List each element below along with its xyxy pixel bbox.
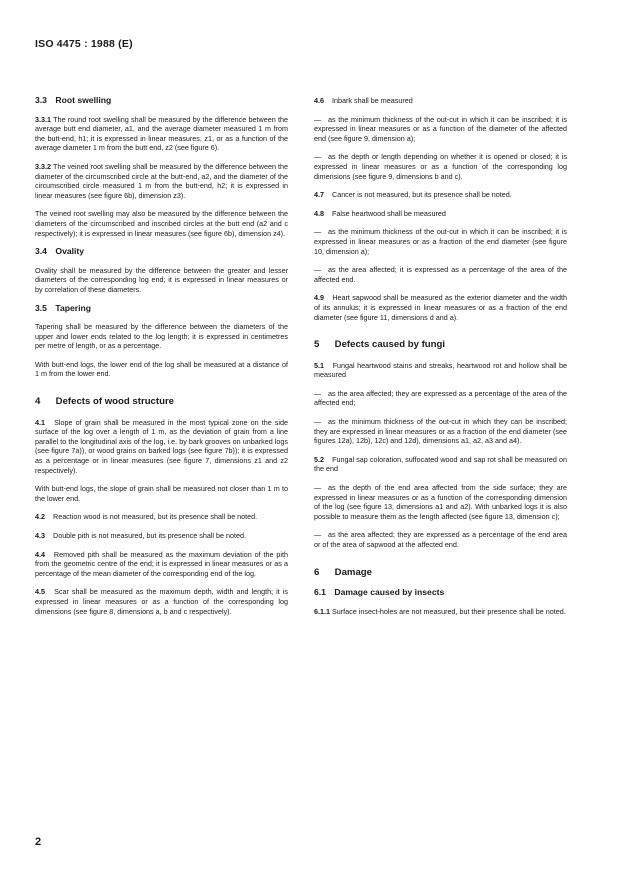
clause-4-1: 4.1 Slope of grain shall be measured in the most typical zone on the side surface of the log over a length of 1 m, as the deviation of grain from a line parallel to the longitudinal axis of the log, i.e. by bark grooves on unbarked logs (see figure 7a)), or wood grains on barked logs (see figure 7b)); it is expressed as a percentage or in linear measures (see figure 7, dimensions z1 and z2 respectively). — [35, 417, 288, 475]
section-3-3-heading: 3.3 Root swelling — [35, 95, 112, 105]
paragraph-ovality: Ovality shall be measured by the difference between the greater and lesser diameters of the corresponding log end; it is expressed in linear measures or by correlation of these diameters. — [35, 265, 288, 294]
clause-5-1-dash-2: — as the minimum thickness of the out-cut in which they can be inscribed; they are expressed in linear measures or as a fraction of the end diameter (see figures 12a), 12b), 12c) and 12d), dimensions a1, a2, a3 and a4). — [314, 417, 567, 446]
section-6-1-heading: 6.1 Damage caused by insects — [314, 587, 445, 598]
clause-3-3-1: 3.3.1 The round root swelling shall be measured by the difference between the average butt end diameter, a1, and the average diameter measured 1 m from the butt-end, h1; it is expressed in linear measures, z1, or as a function of the average diameter 1 m from the butt end, z2 (see figure 6). — [35, 114, 289, 153]
section-6-heading: 6 Damage — [314, 566, 372, 578]
clause-4-8-dash-2: — as the area affected; it is expressed as a percentage of the area of the affected end. — [314, 265, 567, 284]
clause-4-7: 4.7 Cancer is not measured, but its presence shall be noted. — [314, 190, 512, 200]
paragraph-slope-butt-end: With butt-end logs, the slope of grain shall be measured not closer than 1 m to the lower end. — [35, 484, 288, 503]
section-5-heading: 5 Defects caused by fungi — [314, 339, 446, 351]
paragraph-butt-end: With butt-end logs, the lower end of the log shall be measured at a distance of 1 m from the lower end. — [35, 359, 288, 379]
clause-4-8: 4.8 False heartwood shall be measured — [314, 208, 446, 218]
left-column — [35, 96, 288, 625]
clause-4-6-dash-1: — as the minimum thickness of the out-cut in which it can be inscribed; it is expressed in linear measures or as a function of the diameter of the affected end (see figure 9, dimension a); — [314, 114, 567, 143]
clause-4-6-dash-2: — as the depth or length depending on whether it is opened or closed; it is expressed in linear measures or as a function of the corresponding log dimensions (see figure 9, dimensions b and c). — [314, 152, 567, 181]
clause-4-5: 4.5 Scar shall be measured as the maximum depth, width and length; it is expressed in linear measures or as a function of the corresponding log dimensions (see figure 8, dimensions a, b and c respectively). — [35, 587, 289, 616]
paragraph-veined-root: The veined root swelling may also be measured by the difference between the diameters of the circumscribed and inscribed circles at the butt end (a2 and c respectively); it is expressed in linear measures (see figure 6b), dimension z4). — [35, 209, 288, 238]
clause-4-4: 4.4 Removed pith shall be measured as the maximum deviation of the pith from the geometric centre of the end; it is expressed in linear measures or as a percentage of the mean diameter of the corresponding end of the log. — [35, 549, 288, 578]
section-3-4-heading: 3.4 Ovality — [35, 246, 85, 257]
clause-4-9: 4.9 Heart sapwood shall be measured as the exterior diameter and the width of its annulus; it is expressed in linear measures or as a fraction of the end diameter (see figure 11, dimensions d and a). — [314, 293, 568, 322]
section-4-heading: 4 Defects of wood structure — [35, 396, 175, 408]
right-column — [314, 96, 567, 625]
clause-5-2: 5.2 Fungal sap coloration, suffocated wood and sap rot shall be measured on the end — [314, 454, 567, 474]
clause-4-6: 4.6 Inbark shall be measured — [314, 96, 413, 105]
page-number: 2 — [35, 836, 42, 848]
clause-5-1: 5.1 Fungal heartwood stains and streaks, heartwood rot and hollow shall be measured — [314, 360, 568, 380]
clause-5-1-dash-1: — as the area affected; they are expressed as a percentage of the area of the affected end; — [314, 388, 567, 408]
section-3-5-heading: 3.5 Tapering — [35, 302, 92, 313]
clause-3-3-2: 3.3.2 The veined root swelling shall be measured by the difference between the diameter of the circumscribed circle at the butt-end, a2, and the diameter of the circumscribed circle measured 1 m from the butt-end, h2; it is expressed in linear measures (see figure 6b), dimension z3). — [35, 161, 289, 200]
clause-5-2-dash-1: — as the depth of the end area affected from the side surface; they are expressed in linear measures or as a function of the corresponding dimension of the log (see figure 13, dimensions a1 and a2). With unbarked logs it is also possible to measure them as the length affected (see figure 13, dimension c); — [314, 483, 567, 521]
clause-6-1-1: 6.1.1 Surface insect-holes are not measured, but their presence shall be noted. — [314, 606, 566, 616]
clause-4-2: 4.2 Reaction wood is not measured, but its presence shall be noted. — [35, 512, 258, 522]
clause-4-3: 4.3 Double pith is not measured, but its presence shall be noted. — [35, 531, 246, 540]
document-header: ISO 4475 : 1988 (E) — [35, 38, 133, 50]
paragraph-tapering: Tapering shall be measured by the difference between the diameters of the upper and lower ends related to the log length; it is expressed in centimetres per metre of length, or as a percentage. — [35, 322, 288, 351]
clause-4-8-dash-1: — as the minimum thickness of the out-cut in which it can be inscribed; it is expressed in linear measures or as a fraction of the end diameter (see figure 10, dimension a); — [314, 227, 567, 256]
clause-5-2-dash-2: — as the area affected; they are expressed as a percentage of the end area or of the area of sapwood at the affected end. — [314, 530, 567, 549]
